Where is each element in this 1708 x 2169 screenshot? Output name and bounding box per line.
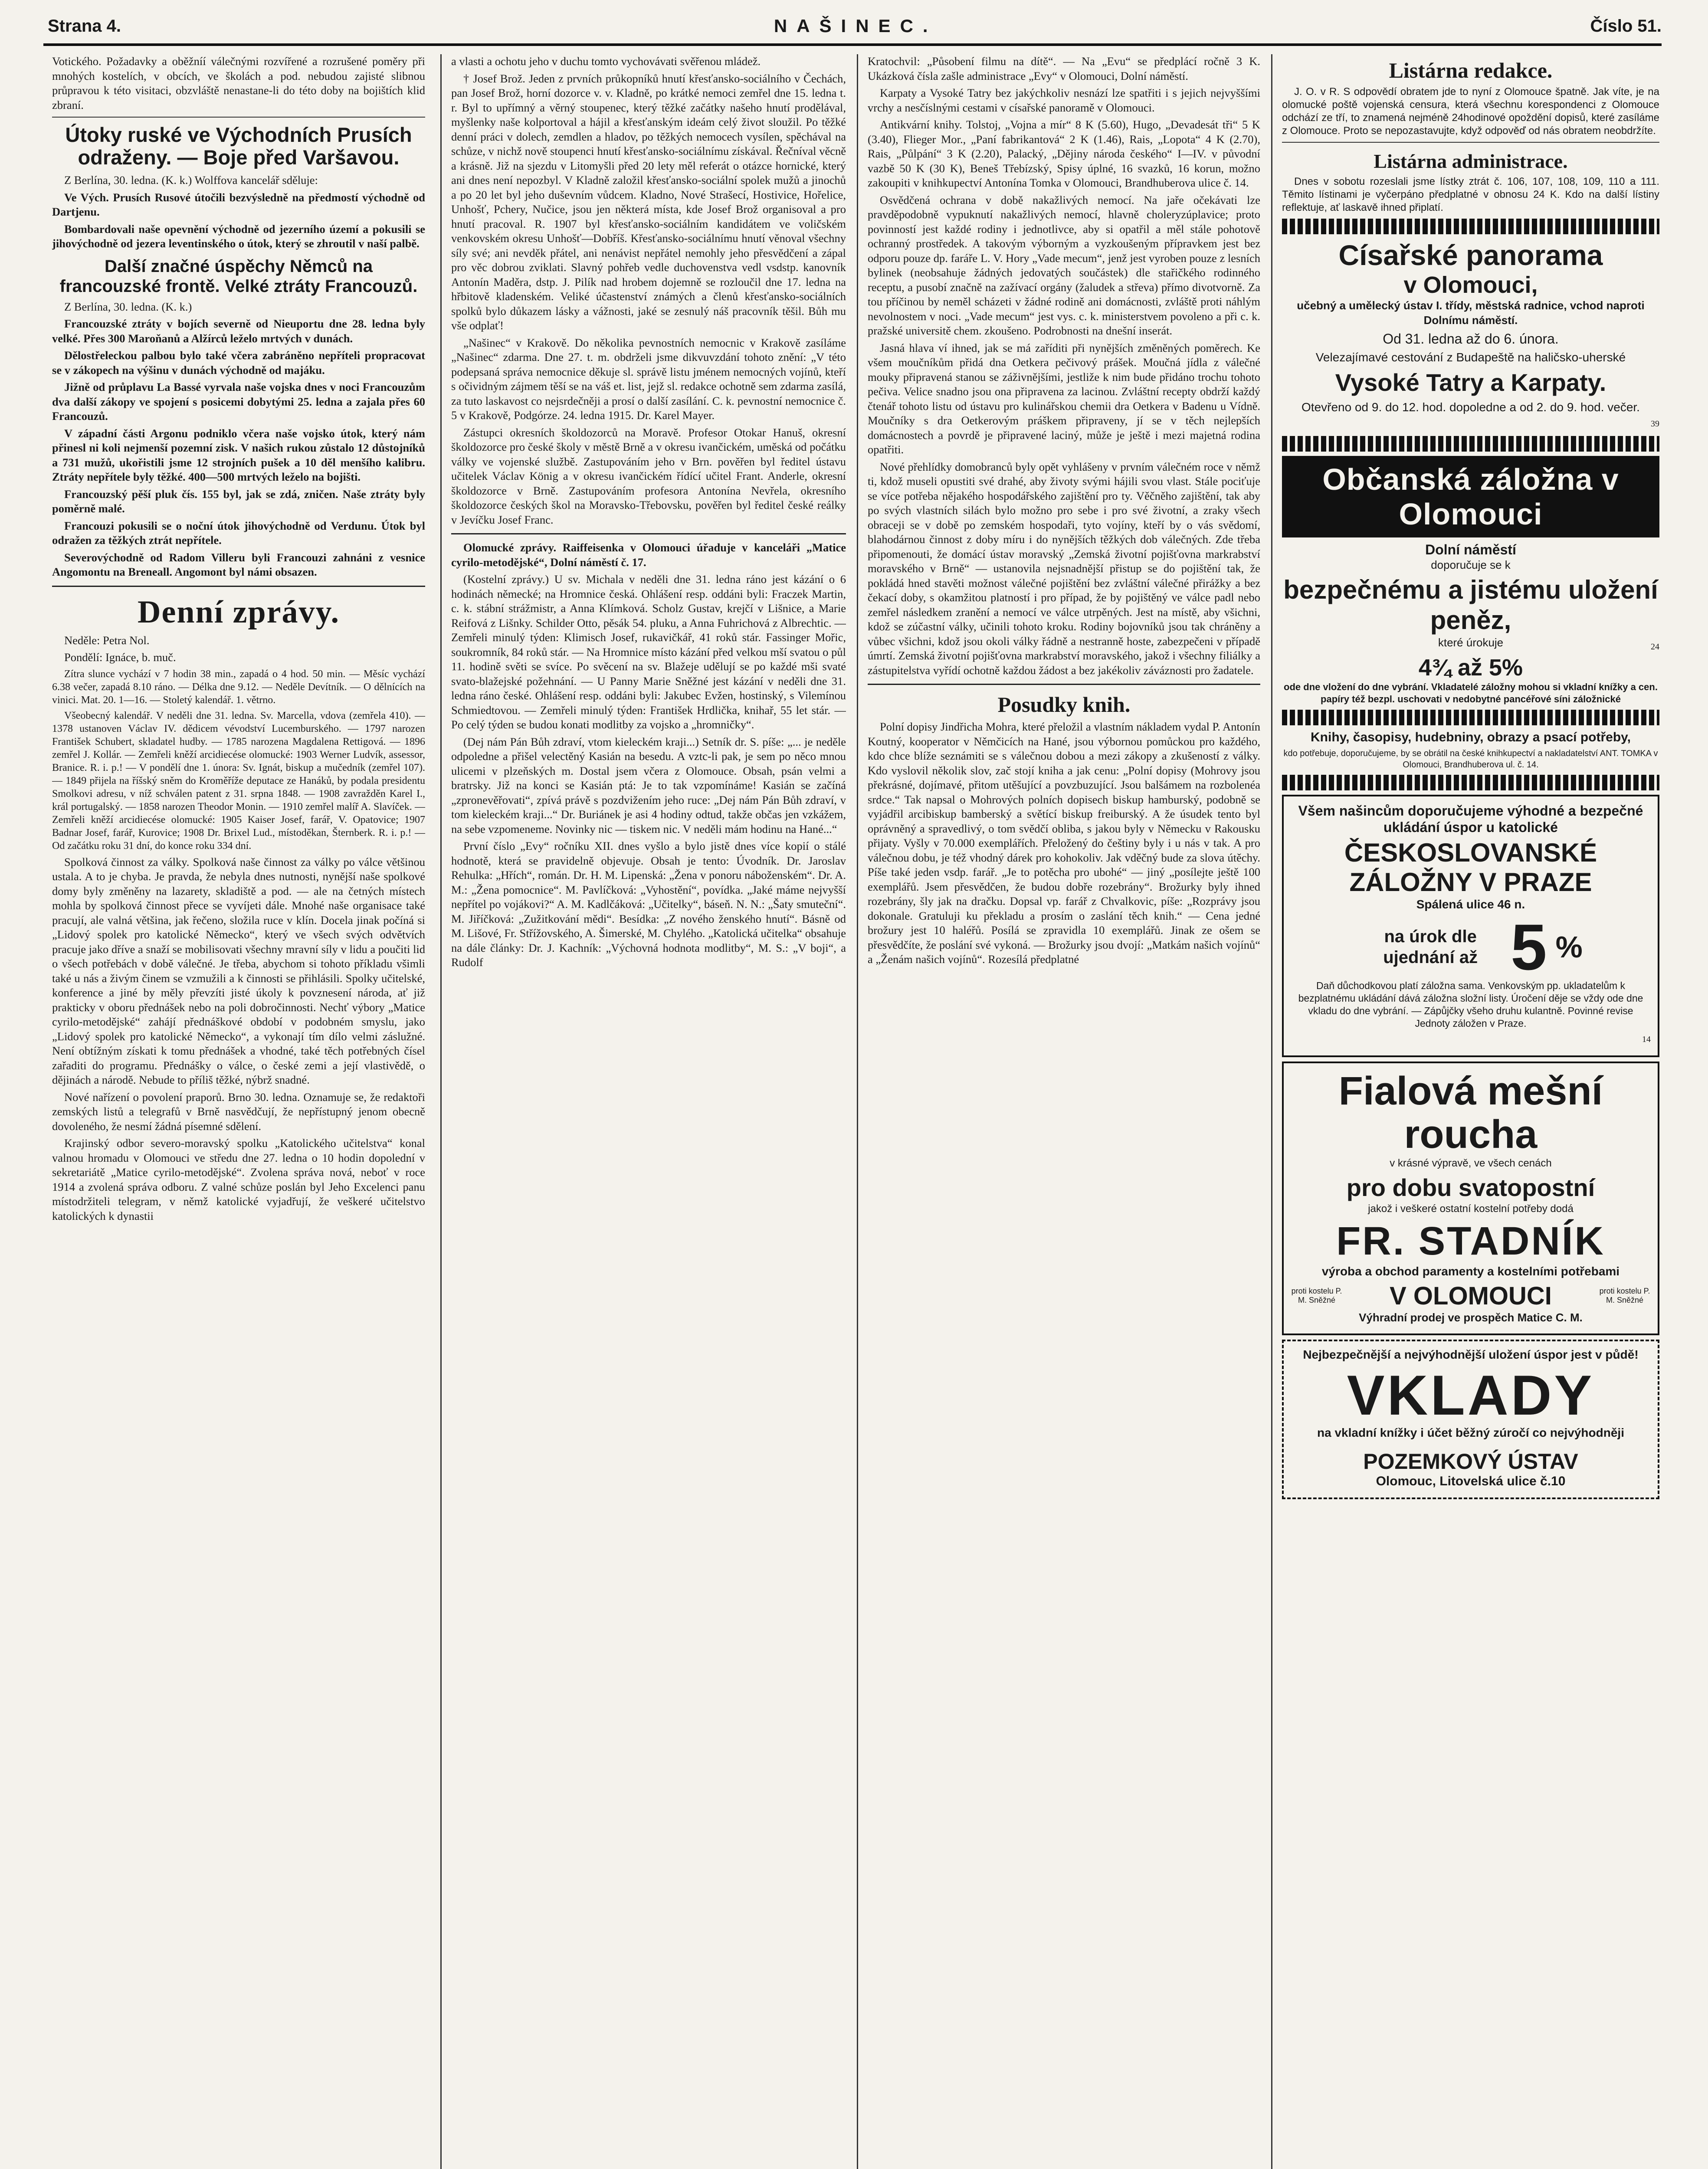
dateline: Z Berlína, 30. ledna. (K. k.) Wolffova kancelář sděluje: xyxy=(64,174,318,187)
zalozna-rate-label: které úrokuje xyxy=(1438,636,1504,649)
article-text: Karpaty a Vysoké Tatry bez jakýchkoliv nesnází lze spatřiti i s jejich nejvyššími vrchy a nesčíslnými cestami v císařské panoramě v Olomouci. xyxy=(868,86,1260,114)
article-text: Francouzské ztráty v bojích severně od Nieuportu dne 28. ledna byly velké. Přes 300 Maroňanů a Alžírců leželo mrtvých v dunách. xyxy=(52,317,425,345)
admin-letters-text: Dnes v sobotu rozeslali jsme lístky ztrát č. 106, 107, 108, 109, 110 a 111. Těmito lístinami je vyčerpáno předplatné v obnosu 24 K. Kdo na další lístiny reflektuje, ať laskavě ihned připlatí. xyxy=(1282,176,1659,213)
article-text: Zástupci okresních školdozorců na Moravě. Profesor Otokar Hanuš, okresní školdozorce pro české školy v městě Brně a v okresu ivančickém, uměská od počátku války ve vojenské službě. Zastupováním jeho v Brn. pověřen byl ředitel ústavu učitelek Václav König a v okresu ivančickém řídící učitel Frant. Anderle, okresní školdozorce v Brně. Zastupováním profesora Antonína Nevřela, okresního školdozorce českých škol na Moravsko-Třebovsku, pověřen byl ředitel české reálky v Jevíčku Josef Franc. xyxy=(451,426,846,526)
panorama-subtitle: učebný a umělecký ústav I. třídy, městská radnice, vchod naproti Dolnímu náměstí. xyxy=(1297,299,1645,327)
zalozna-recommend: doporučuje se k xyxy=(1431,558,1511,571)
divider xyxy=(868,684,1260,685)
divider xyxy=(52,586,425,587)
article-text: (Dej nám Pán Bůh zdraví, vtom kieleckém kraji...) Setník dr. S. píše: „... je neděle odpoledne a přišel velectěný Kasián na besedu. A vztc-li pak, je sem po něco mnou ulicemi v plzeňských m. Dostal jsem včera z Olomouce. Obsah, psán velmi a bratrsky. Již na konci se Kasián ptá: Je to tak vzpomínáme! Kasián se začíná „zpronevěřovati“, zpívá právě s pozdvižením jeho ruce: „Dej nám Pán Bůh zdraví, v tom kieleckém kraji...“ Dr. Buriánek je asi 4 hodiny odtud, takže občas jen vzkážem, na sebe vzpomeneme. Novinky nic — tiskem nic. V neděli mám hodinu na Hané...“ xyxy=(451,735,846,835)
ornament-border xyxy=(1282,219,1659,234)
article-text: Francouzi pokusili se o noční útok jihovýchodně od Verdunu. Útok byl odražen za těžkých ztrát nepřítele. xyxy=(52,519,425,547)
czs-rate-label: na úrok dle ujednání až xyxy=(1383,927,1478,967)
calendar-text: Všeobecný kalendář. V neděli dne 31. ledna. Sv. Marcella, vdova (zemřela 410). — 1378 ustanoven Václav IV. dědicem vévodství Lucemburského. — 1797 narozen František Schubert, skladatel hudby. — 1785 narozena Magdalena Rettigová. — 1896 zemřel J. Kollár. — Zemřeli kněží arcidiecése olomucké: 1903 Werner Ludvík, assessor, Branice. R. i. p.! — V pondělí dne 1. února: Sv. Ignát, biskup a mučedník (zemřel 107). — 1849 přijela na říšský sněm do Kroměříže deputace ze Hanáků, by podala presidentu Smolkovi adresu, v níž schválen patent z 31. srpna 1848. — 1908 zavražděn Karel I., král portugalský. — 1858 narozen Theodor Monin. — 1910 zemřel malíř A. Slavíček. — Zemřeli kněží arcidiecése olomucké: 1905 Kaiser Josef, farář, V. Opatovice; 1907 Badnar Josef, farář, Kurovice; 1908 Dr. Brixel Lud., místoděkan, Šternberk. R. i. p.! — Od začátku roku 31 dní, do konce roku 334 dní. xyxy=(52,710,425,852)
stadnik-subtitle: v krásné výpravě, ve všech cenách xyxy=(1390,1157,1552,1169)
stadnik-desc: výroba a obchod paramenty a kostelními potřebami xyxy=(1321,1265,1620,1278)
czs-rate-percent: % xyxy=(1555,930,1583,964)
article-text: Krajinský odbor severo-moravský spolku „Katolického učitelstva“ konal valnou hromadu v Olomouci ve středu dne 27. ledna o 10 hodin dopolední v sekretariátě „Matice cyrilo-metodějské“. Zvolena správa nová, neboť v roce 1914 a zvolená správa odboru. Z valné schůze poslán byl Jeho Excelenci panu místodržiteli telegram, v němž katolické vyjadřují, že veškeré učitelstvo katolických k dynastii xyxy=(52,1137,425,1222)
czs-name: ČESKOSLOVANSKÉ ZÁLOŽNY V PRAZE xyxy=(1344,838,1597,897)
panorama-description: Velezajímavé cestování z Budapeště na haličsko-uherské xyxy=(1315,351,1626,364)
page-header xyxy=(48,13,1662,39)
ad-number: 14 xyxy=(1642,1034,1651,1044)
vklady-subtitle: na vkladní knížky i účet běžný zúročí co nejvýhodněji xyxy=(1317,1426,1624,1439)
article-text: Jižně od průplavu La Bassé vyrvala naše vojska dnes v noci Francouzům dva další zákopy ve spojení s posicemi dobytými 25. ledna a zajala přes 60 Francouzů. xyxy=(52,380,425,423)
article-text: Spolková činnost za války. Spolková naše činnost za války po válce většinou ustala. A to je chyba. Je pravda, že nebyla dnes nutnosti, nynější naše spolkové domy byly změněny na lazarety, skladiště a pod. — ale na četných místech mohla by spolková činnost přece se vyvíjeti dále. Mnohé naše organisace také pracují, ale valná většina, jak řečeno, složila ruce v klín. Docela jinak počíná si „Lidový spolek pro katolické Německo“, který ve všech svých odvětvích pracuje jako dříve a snaží se mobilisovati všechny mravní síly v lidu a poučiti lid o všech potřebách v době válečné. Je třeba, abychom si tohoto příkladu všimli také u nás a živým činem se vzmužili a k činnosti se přihlásili. Spolky učitelské, konference a jiné by měly převzíti jisté úkoly k povznesení národa, ať již prakticky v oboru přednášek nebo na poli dobročinnosti. Nechť výbory „Matice cyrilo-metodějské“ zahájí přednáškové období v podobném smyslu, jako „Lidový spolek pro katolické Německo“, a vykonají tím dílo velmi záslužné. Není obtížným získati k tomu přednášek a vhodné, také těch potřebných čísel zařaditi do programu. Přednášky o válce, o české zemi a její vlastivědě, o dějinách a národě. Nebude to příliš těžké, nýbrž snadné. xyxy=(52,855,425,1086)
column-3 xyxy=(868,54,1260,2169)
article-text: Francouzský pěší pluk čís. 155 byl, jak se zdá, zničen. Naše ztráty byly poměrně malé. xyxy=(52,487,425,515)
ornament-border xyxy=(1282,436,1659,452)
newspaper-title: NAŠINEC. xyxy=(774,16,938,36)
editorial-letters-title: Listárna redakce. xyxy=(1389,58,1553,82)
vklady-institution: POZEMKOVÝ ÚSTAV xyxy=(1363,1449,1578,1474)
stadnik-sale: Výhradní prodej ve prospěch Matice C. M. xyxy=(1359,1311,1583,1324)
column-2 xyxy=(451,54,846,2169)
article-text: (Kostelní zprávy.) U sv. Michala v neděli dne 31. ledna ráno jest kázání o 6 hodinách německé; na Hromnice česká. Ohlášení resp. oddáni byli: Fraczek Martin, c. k. stábní strážmistr, a Anna Klímková. Scholz Gustav, krejčí v Lišnice, a Marie Reifová z Lišnky. Schilder Otto, pěsák 54. pluku, a Anna Fuhrichová z Albrechtic. — Zemřeli minulý týden: Klimisch Josef, rukavičkář, 41 roků stár. Fassinger Mořic, soukromník, 84 roků stár. — Na Hromnice místo kázání před velkou mší svatou o půl 11. hodině světi se svíce. Po svěcení na sv. Blažeje udělují se po každé mši svaté svato-blažejské požehnání. — U Panny Marie Sněžné jest kázání v neděli dne 31. ledna ráno české. Ohlášení resp. oddáni byli: Jakubec Evžen, hostinský, s Vilemínou Schmiedtovou. — Zemřeli minulý týden: František Hrdlička, knihař, 55 let stár. — Po celý týden se budou konati modlitby za vojsko a „hromničky“. xyxy=(451,573,846,731)
czs-address: Spálená ulice 46 n. xyxy=(1416,898,1525,911)
editorial-letters-text: J. O. v R. S odpovědí obratem jde to nyní z Olomouce špatně. Jak víte, je na olomucké poště vojenská censura, která všechnu korespondenci z Olomouce odchází ze tří, to znamená nejméně 24hodinové opoždění dopisů, které zasíláme z Olomouce. Proto se nepozastavujte, když odpověď od nás obratem neobdržíte. xyxy=(1282,86,1659,137)
divider xyxy=(451,533,846,534)
czs-intro: Všem našincům doporučujeme výhodné a bezpečné ukládání úspor u katolické xyxy=(1298,803,1643,835)
article-text: Ve Vých. Prusích Rusové útočili bezvýsledně na předmostí východně od Dartjenu. xyxy=(52,190,425,218)
dateline: Z Berlína, 30. ledna. (K. k.) xyxy=(64,300,192,313)
calendar-text: Zítra slunce vychází v 7 hodin 38 min., zapadá o 4 hod. 50 min. — Měsíc vychází 6.38 večer, zapadá 8.10 ráno. — Délka dne 9.12. — Neděle Devítník. — O dělnících na vinici. Mat. 20. 1—16. — Stoletý kalendář. 1. větrno. xyxy=(52,668,425,706)
ad-number: 24 xyxy=(1651,642,1659,652)
panorama-title: Císařské panorama xyxy=(1338,239,1603,271)
panorama-hours: Otevřeno od 9. do 12. hod. dopoledne a od 2. do 9. hod. večer. xyxy=(1301,400,1640,414)
calendar-line: Neděle: Petra Nol. xyxy=(64,633,150,647)
headline-west: Další značné úspěchy Němců na francouzské frontě. Velké ztráty Francouzů. xyxy=(59,256,418,296)
pozemkovy-ustav-ad xyxy=(1282,1340,1659,1499)
article-text: „Našinec“ v Krakově. Do několika pevnostních nemocnic v Krakově zasíláme „Našinec“ zdarma. Dne 27. t. m. obdrželi jsme dikvuvzdání tohoto znění: „V této podepsaná správa nemocnice děkuje sl. správě listu jménem nemocných vojínů, kteří s očividným zájmem těší se na váš et. list, jejž sl. redakce ochotně sem zdarma zasílá, za tuto laskavost co nejsrdečněji a prosí o další zasílání. C. k. pevnostní nemocnice č. 5 v Krakově, Podgórze. 24. ledna 1915. Dr. Karel Mayer. xyxy=(451,336,846,422)
divider xyxy=(52,117,425,118)
panorama-dates: Od 31. ledna až do 6. února. xyxy=(1383,331,1559,347)
column-divider xyxy=(1271,54,1272,2169)
article-text: Votického. Požadavky a oběžníí válečnými rozvířené a rozrušené poměry při mnohých kostelích, v obcích, ve školách a pod. nebudou zajisté slibnou průpravou k této visitaci, obzvláště nenastane-li do této doby na bojištích klid zbraní. xyxy=(52,55,425,111)
stadnik-address-row xyxy=(1291,1281,1651,1311)
zalozna-slogan: bezpečnému a jistému uložení peněz, xyxy=(1283,575,1658,635)
zalozna-rate: 4¾ až 5% xyxy=(1418,655,1523,681)
section-title-book-reviews: Posudky knih. xyxy=(997,692,1131,717)
article-text: Nové nařízení o povolení praporů. Brno 30. ledna. Oznamuje se, že redaktoři zemských listů a telegrafů v Brně nasvědčují, že nepřístupný jenom obecně dovoleného, že nesmí žádná písemné sdělení. xyxy=(52,1090,425,1133)
article-text: a vlasti a ochotu jeho v duchu tomto vychovávati svěřenou mládež. xyxy=(451,55,761,68)
czs-text: Daň důchodkovou platí záložna sama. Venkovským pp. ukladatelům k bezplatnému ukládání dává záložna složní listy. Úročení děje se vždy ode dne vkladu do dne vybrání. — Zápůjčky všeho druhu kulantně. Povinné revise Jednoty záložen v Praze. xyxy=(1298,980,1643,1029)
zalozna-address: Dolní náměstí xyxy=(1425,541,1516,557)
column-4-ads xyxy=(1282,54,1659,2169)
article-text: Kratochvil: „Působení filmu na dítě“. — Na „Evu“ se předplácí ročně 3 K. Ukázková čísla zašle administrace „Evy“ v Olomouci, Dolní náměstí. xyxy=(868,55,1260,82)
article-text: První číslo „Evy“ ročníku XII. dnes vyšlo a bylo jistě dnes více kopií o stálé hodnotě, která se pravidelně objevuje. Obsah je tento: Úvodník. Dr. Jaroslav Rehulka: „Hřích“, román. Dr. H. M. Lipenská: „Žena v ponoru náboženském“. Dr. A. M.: „Žena pomocnice“. M. Pavlíčková: „Vyhostění“, povídka. „Jaké máme nejvyšší nepřítel po vojákovi?“ A. M. Kadlčáková: „Učitelky“, báseň. N. N.: „Šaty smuteční“. M. Jiříčková: „Zužitkování mědi“. Besídka: „Z nového ženského hnutí“. Básně od M. Lišové, Fr. Střížovského, A. Šimerské, M. Chylého. „Katolická učitelka“ obsahuje na dále články: Dr. J. Kachník: „Výchovná hodnota modlitby“, M. S.: „V boji“, a Rudolf xyxy=(451,839,846,969)
stadnik-city: V OLOMOUCI xyxy=(1390,1281,1552,1310)
section-title-daily-news: Denní zprávy. xyxy=(138,594,340,630)
czs-rate-row xyxy=(1291,910,1651,983)
header-rule xyxy=(43,43,1662,46)
article-text: Nové přehlídky domobranců byly opět vyhlášeny v prvním válečném roce v němž ti, kdož museli opustiti své drahé, aby životy svými hájili svou vlast. Stále pociťuje se více potřeba nějakého hospodářského zajištění pro ty. Věčněho zajištění, tak aby po svých vlastních silách bylo možno pro sebe i pro své životní, a zraky všech obraceji se v době po zemském hospodaři, tyto vojíny, kteří by o vás svědomí, blahodárnou činnost z doby míru i do nynějších těžkých dob válečných. Zde třeba připomenouti, že domácí ústav moravský „Zemská životní pojišťovna markrabství moravského v Brně“ — ustanovila nejsnadnější přistup se do pojištění tak, že pokládá hned stavěti možnost válečné pojištění bez zvláštní válečné přirážky a bez čekací doby, s okamžitou platností i pro případ, že by pojištěný ve válce padl nebo zemřel následkem zranění a nemocí ve válce utrpěných. Jest na místě, aby všichni, kdož se zúčastní války, učinili tohoto kroku. Rodiny bojovníků jsou tak chráněny a vůbec všichni, kdož jsou okoli války řádně a nestranně hoste, zabezpečeni v případě úmrtí. Zemská životní pojišťovna markrabství moravského, jakož i všechny filiálky a zástupitelstva vyřídí ochotně každou žádost a bez jakékoliv záváznosti pro žadatele. xyxy=(868,460,1260,677)
stadnik-ad xyxy=(1282,1062,1659,1335)
divider xyxy=(1282,142,1659,143)
bookshop-title: Knihy, časopisy, hudebniny, obrazy a psací potřeby, xyxy=(1311,730,1631,744)
article-text: V západní části Argonu podniklo včera naše vojsko útok, který nám přinesl ni koli nejmenší pozemní zisk. V našich rukou zůstalo 12 důstojníků a 731 mužů, ukořistili jsme 12 strojních pušek a 10 děl menšího kalibru. Ztráty nepřítele byly těžké. 400—500 mrtvých leželo na bojišti. xyxy=(52,426,425,483)
stadnik-location-left: proti kostelu P. M. Sněžné xyxy=(1291,1287,1342,1304)
zalozna-banner: Občanská záložna v Olomouci xyxy=(1282,456,1659,537)
article-text: Dělostřeleckou palbou bylo také včera zabráněno nepříteli propracovat se v zákopech na výšinu v dunách východně od majáku. xyxy=(52,349,425,377)
article-text: Osvědčená ochrana v době nakažlivých nemocí. Na jaře očekávati lze pravděpodobně vypuknutí nakažlivých nemocí, hlavně choleryzúplavice; proto povinností jest každé rodiny i jednotlivce, aby si opatřil a měl stále pohotově ochranný prostředek. A takovým výborným a vyzkoušeným přípravkem jest bez odporu pouze dp. faráře L. V. Hory „Vade mecum“, jenž jest vyroben pouze z lesních bylinek (neobsahuje žádných jedovatých součástek) dle stařičkého rodinného receptu, a pusobí značně na zažívací orgány (žaludek a střeva) přímo divotvorně. Za tou příčinou by neměl scházeti v žádné rodině ani domácnosti, zvláště proti náhlým nevolnostem v noci. „Vade mecum“ jest vys. c. k. ministerstvem povoleno a při c. k. pražské universitě chem. zkoušeno. Podrobnosti na dnešní inserát. xyxy=(868,193,1260,337)
column-divider xyxy=(857,54,858,2169)
olomouc-news-heading: Olomucké zprávy. Raiffeisenka v Olomouci úřaduje v kanceláři „Matice cyrilo-metodějské“, Dolní náměstí č. 17. xyxy=(451,541,846,569)
column-divider xyxy=(440,54,442,2169)
article-text: Polní dopisy Jindřicha Mohra, které přeložil a vlastním nákladem vydal P. Antonín Koutný, kooperator v Němčicích na Hané, jsou výbornou pomůckou pro každého, kdo chce blíže seznámiti se s válečnou dobou a mezi zákopy a zkušeností z války. Kdo vyslovil několik slov, zač stojí kniha a jak cenu: „Polní dopisy (Mohrovy jsou překrásné, dojímavé, přitom utěšující a povzbuzující. Jsou balšámem na rozbolenéa srdce.“ Tak napsal o Mohrových polních dopisech biskup hamburský, podobně se vyjádřil arcibiskup bamberský a světící biskup freiburský. A že úsudek tento byl oprávněný a spravedlivý, o tom svědčí obliba, s jakou byly v Německu v Rakousku přijaty. Vyšly v 70.000 exemplářích. Přeložený do češtiny byly i u nás v tak. A pro válečnou dobu, je též vhodný dárek pro kohokoliv. Jak vděčný bude za slova útěchy. Píše také jeden vsdp. farář. „Je to potěcha pro ubohé“ — jiný „posílejte ještě 100 exemplářů. Jsem přesvědčen, že budou dobře rozebrány“. Brožurky byly ihned rozebrány, šly jak na dračku. Dopsal vp. farář z Chvalkovic, píše: „Rozprávy jsou dokonale. Gratuluji ku překladu a prosím o zaslání těch knih.“ — Cena jedné brožury jest 10 haléřů. Posílá se zpravidla 10 exemplářů. Jinak ze ošem se přesvědčíte, že poslání své vykoná. — Brožurky jsou dvojí: „Matkám našich vojínů“ a „Ženám našich vojínů“. Rozesílá předplatné xyxy=(868,720,1260,966)
stadnik-location-right: proti kostelu P. M. Sněžné xyxy=(1599,1287,1650,1304)
stadnik-also: jakož i veškeré ostatní kostelní potřeby dodá xyxy=(1368,1202,1574,1215)
ornament-border xyxy=(1282,775,1659,790)
stadnik-name: FR. STADNÍK xyxy=(1336,1219,1605,1263)
article-text: Severovýchodně od Radom Villeru byli Francouzi zahnáni z vesnice Angomontu na Breneall. Angomont byl námi obsazen. xyxy=(52,550,425,578)
calendar-line: Pondělí: Ignáce, b. muč. xyxy=(64,651,176,664)
vklady-title: VKLADY xyxy=(1347,1363,1595,1427)
article-text: Bombardovali naše opevnění východně od jezerního území a pokusili se jihovýchodně od jezera leventinského o útok, který se zhroutil v naší palbě. xyxy=(52,222,425,250)
zalozna-note: ode dne vložení do dne vybrání. Vkladatelé záložny mohou si vkladní knížky a cen. papíry též bezpl. uschovati v nedobytné pancéřové síni záložnické xyxy=(1284,681,1658,704)
panorama-feature: Vysoké Tatry a Karpaty. xyxy=(1335,368,1606,396)
vklady-intro: Nejbezpečnější a nejvýhodnější uložení úspor jest v půdě! xyxy=(1303,1348,1639,1361)
czs-rate-value: 5 xyxy=(1511,910,1547,983)
vklady-address: Olomouc, Litovelská ulice č.10 xyxy=(1376,1474,1566,1488)
panorama-city: v Olomouci, xyxy=(1403,272,1538,298)
column-1 xyxy=(52,54,425,2169)
article-text: Jasná hlava ví ihned, jak se má zaříditi při nynějších změněných poměrech. Ke všem moučníkům přidá dna Oetkera pečivový prášek. Moučná jídla z válečné mouky připravená stanou se záživnějšími, jestliže k nim bude přidáno trochu tohoto pečiva. Velice snadno jsou ona připravena za lacinou. Zvláštní recepty obdrží každý čtenář tohoto listu od ústavu pro kulinářskou chemii dra Oetkera v Badenu u Vídně. Moučníky s dra Oetkerovým práškem připraveny, jí se v těch nejlepších domácnostech a povrdě je připravené laciný, může je ještě i mezi majetná rodina opatřiti. xyxy=(868,341,1260,456)
article-obituary: † Josef Brož. Jeden z prvních průkopníků hnutí křesťansko-sociálního v Čechách, pan Josef Brož, horní dozorce v. v. Kladně, po krátké nemoci zemřel dne 15. ledna t. r. Byl to upřímný a věrný stoupenec, který těžké začátky našeho hnutí prodělával, myšlenky naše kolportoval a hájil a křesťanským ideám celý život sloužil. Po těžké denní práci v dolech, zemdlen a hladov, po těžkých nemocech vysílen, spěchával na schůze, v nichž nově stoupenci hnutí křesťansko-sociálnímu získával. Řečníval věcně a krásně. Již na sjezdu v Litomyšli před 20 lety měl referát o otázce hornické, který ani dnes není nepozbyl. V Kladně založil křesťansko-sociální spolek mužů a jinochů a po 20 let byl jeho duševním vůdcem. Kladno, Nové Strašecí, Hostivice, Hořelice, Unhošť, Pchery, Nučice, jsou jen některá místa, kde Josef Brož organisoval a pro hnutí pracoval. R. 1907 byl křesťansko-sociálním kandidátem ve voličském venkovském okresu Unhošť—Dobříš. Křesťansko-sociálnímu hnutí věnoval všechny síly své; ani nevděk přátel, ani nenávist nepřátel nemohly jeho přesvědčení a zápal pro věc dobrou zviklati. Slavný pohřeb vedle duchovenstva vedl vsdstp. kanovník Antonín Maděra, dstp. J. Pilík nad hrobem dojemně se rozloučil dne 17. ledna na hřbitově kladenském. Veliké účastenství známých a členů křesťansko-sociálních spolků bylo důkazem lásky a vážnosti, jaké se zesnulý náš pracovník těšil. Bůh mu vše odplať! xyxy=(451,72,846,332)
admin-letters-title: Listárna administrace. xyxy=(1374,150,1568,172)
ornament-border xyxy=(1282,710,1659,725)
ad-number: 39 xyxy=(1651,419,1659,429)
stadnik-title: Fialová mešní roucha xyxy=(1338,1069,1603,1157)
bookshop-text: kdo potřebuje, doporučujeme, by se obrátil na české knihkupectví a nakladatelství ANT. TOMKA v Olomouci, Brandhuberova ul. č. 14. xyxy=(1283,749,1658,770)
article-text: Antikvární knihy. Tolstoj, „Vojna a mír“ 8 K (5.60), Hugo, „Devadesát tři“ 5 K (3.40), Flieger Mor., „Paní fabrikantová“ 2 K (1.46), Rais, „Lopota“ 4 K (2.70), Rais, „Půlpání“ 3 K (2.20), Palacký, „Dějiny národa českého“ I—IV. v původní vazbě 50 K (30 K), Beneš Třebízský, Spisy úplné, 16 svazků, 16 korun, možno zakoupiti v knihkupectví Antonína Tomka v Olomouci, Brandhuberova ulice č. 14. xyxy=(868,118,1260,189)
headline-east: Útoky ruské ve Východních Prusích odraženy. — Boje před Varšavou. xyxy=(65,123,412,169)
stadnik-season: pro dobu svatopostní xyxy=(1346,1173,1595,1201)
issue-number: Číslo 51. xyxy=(1590,16,1662,36)
czs-ad xyxy=(1282,795,1659,1057)
page-number: Strana 4. xyxy=(48,16,121,36)
